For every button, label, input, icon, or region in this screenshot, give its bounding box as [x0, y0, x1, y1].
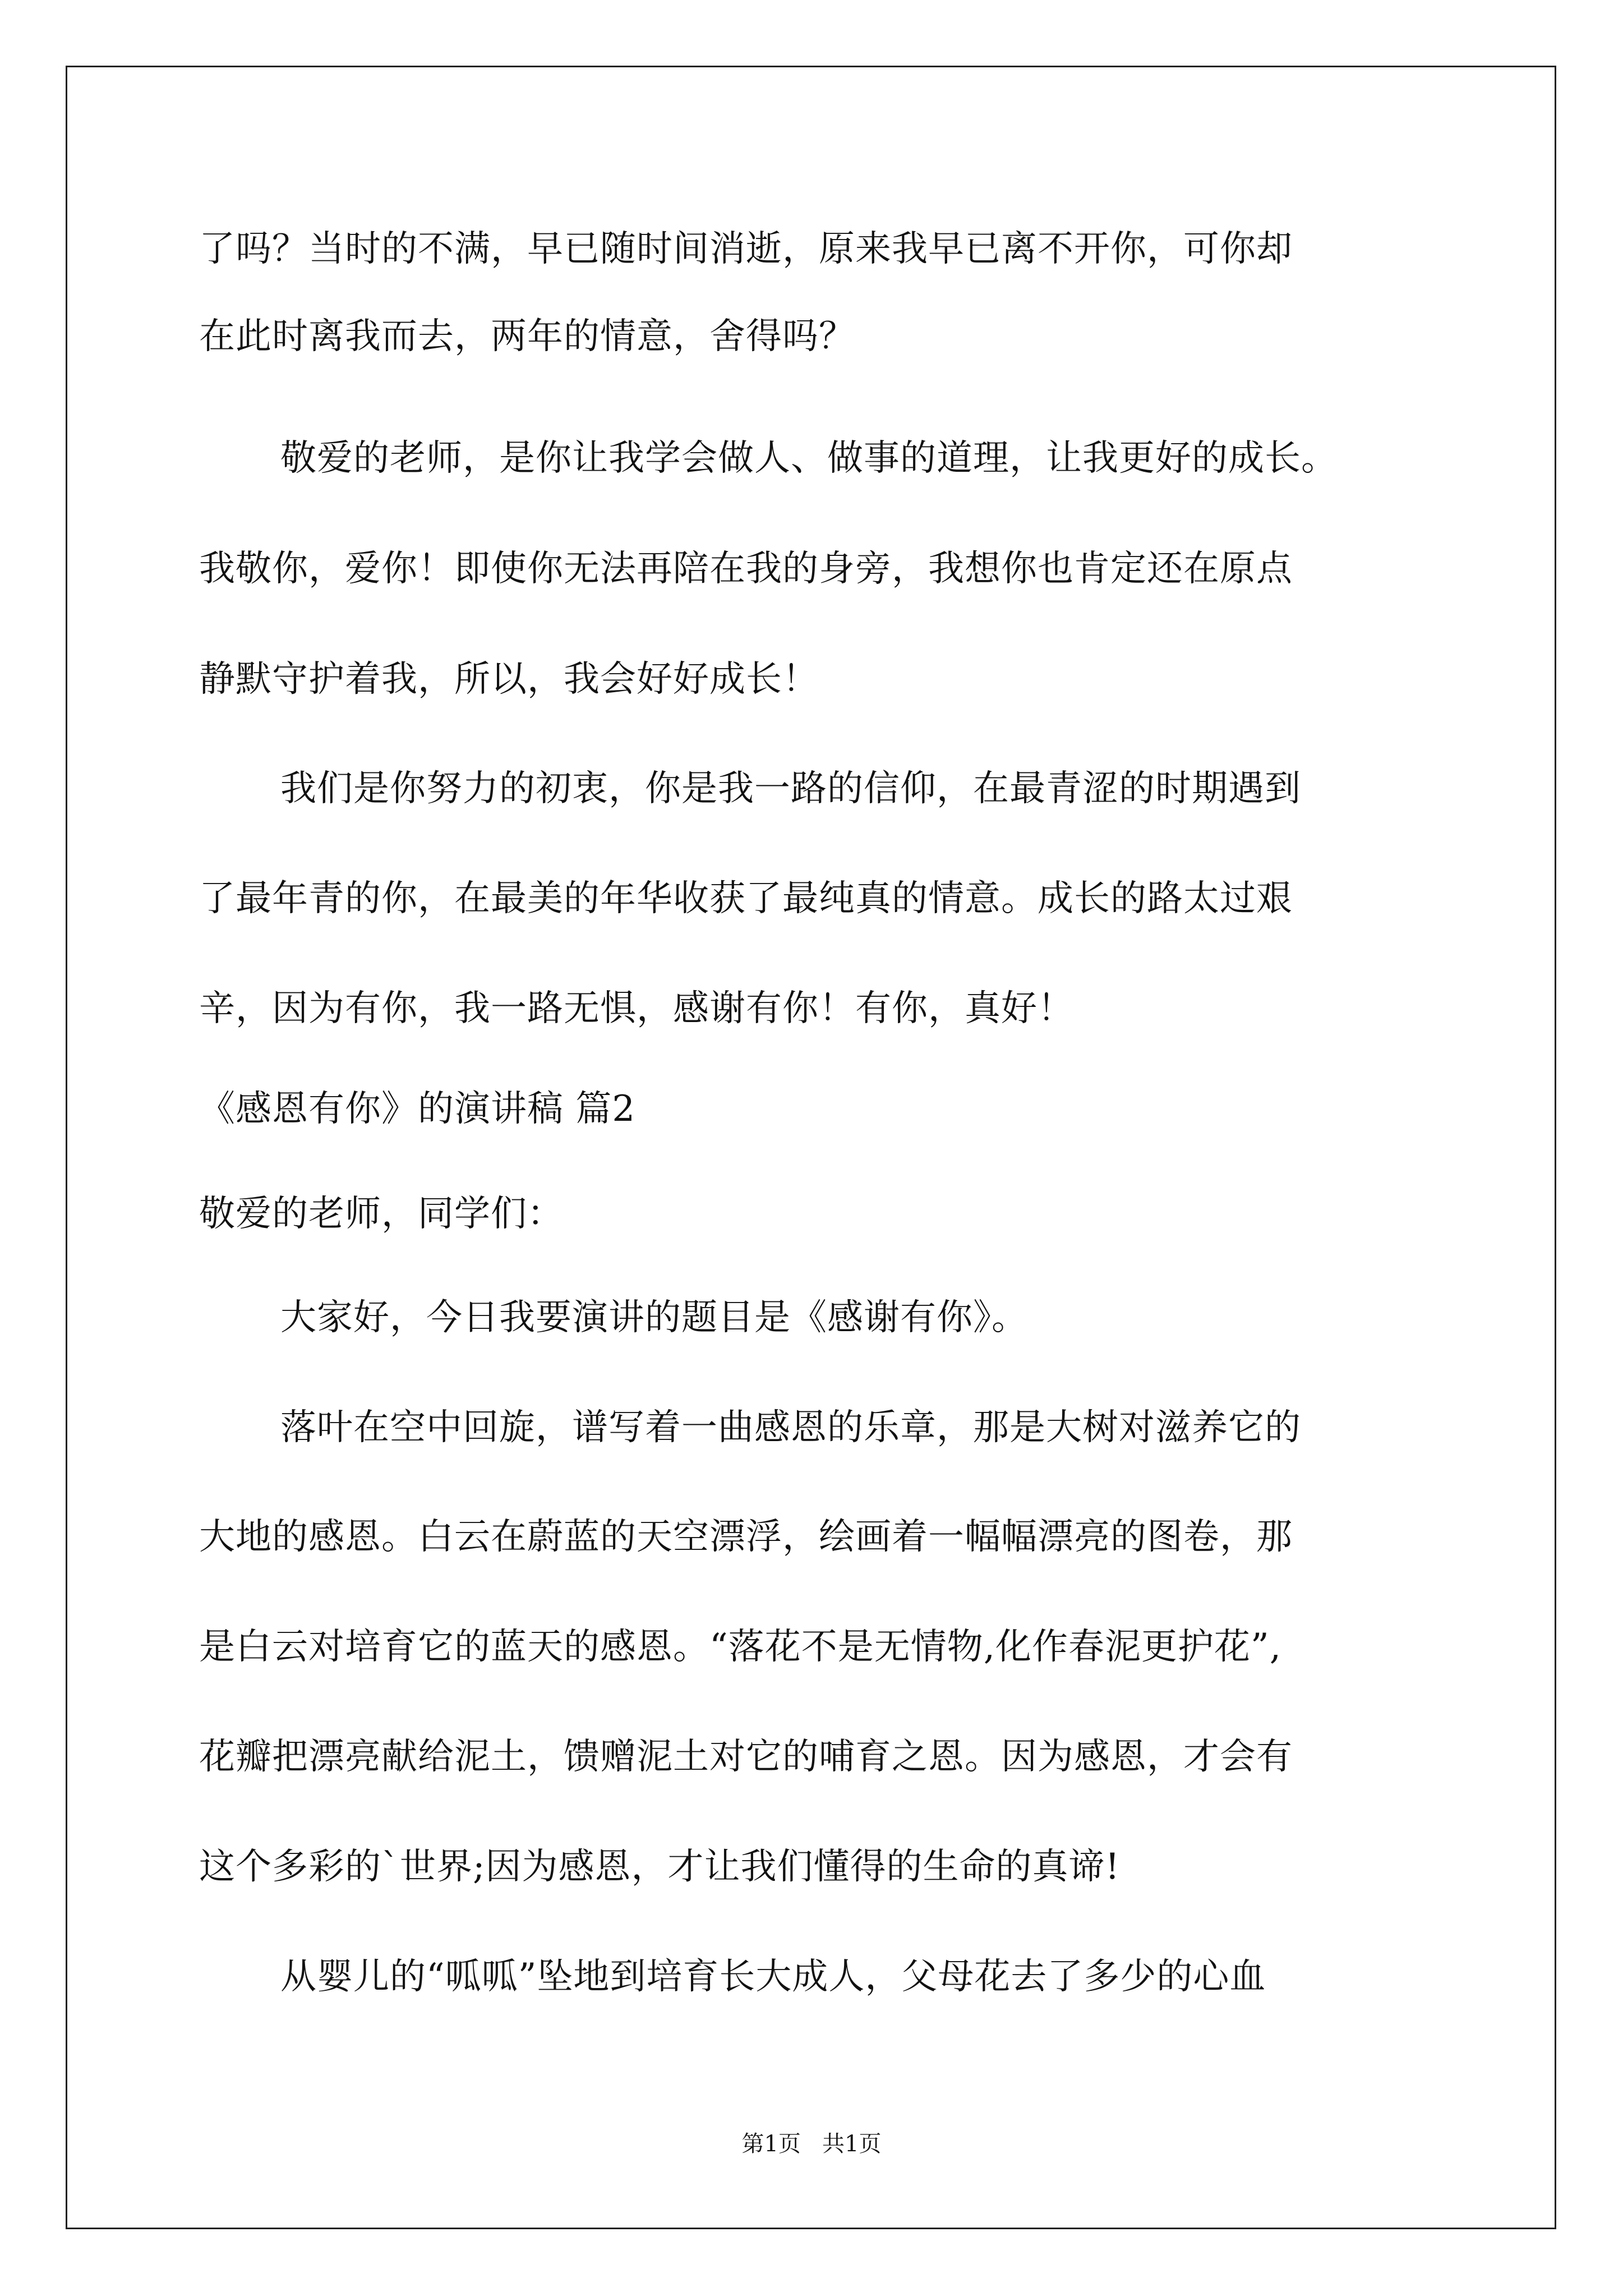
page-number: 第1页	[741, 2131, 801, 2157]
section-heading: 《感恩有你》的演讲稿 篇2	[199, 1088, 636, 1130]
text-line: 静默守护着我，所以，我会好好成长！	[199, 659, 819, 700]
text-line: 了最年青的你，在最美的年华收获了最纯真的情意。成长的路太过艰	[199, 878, 1293, 919]
text-line: 我敬你，爱你！即使你无法再陪在我的身旁，我想你也肯定还在原点	[199, 548, 1293, 590]
page-total: 共1页	[822, 2131, 882, 2157]
text-line: 辛，因为有你，我一路无惧，感谢有你！有你，真好！	[199, 988, 1074, 1029]
text-line: 是白云对培育它的蓝天的感恩。“落花不是无情物,化作春泥更护花”,	[199, 1626, 1282, 1668]
paragraph-start-line: 敬爱的老师，是你让我学会做人、做事的道理，让我更好的成长。	[280, 438, 1338, 479]
page-border	[66, 66, 1556, 2229]
paragraph-start-line: 大家好，今日我要演讲的题目是《感谢有你》。	[280, 1297, 1028, 1338]
paragraph-start-line: 我们是你努力的初衷，你是我一路的信仰，在最青涩的时期遇到	[280, 768, 1301, 809]
text-line: 这个多彩的`世界;因为感恩，才让我们懂得的生命的真谛!	[199, 1846, 1121, 1888]
paragraph-start-line: 落叶在空中回旋，谱写着一曲感恩的乐章，那是大树对滋养它的	[280, 1407, 1301, 1448]
text-line: 大地的感恩。白云在蔚蓝的天空漂浮，绘画着一幅幅漂亮的图卷，那	[199, 1516, 1293, 1558]
salutation: 敬爱的老师，同学们：	[199, 1193, 564, 1235]
text-line: 在此时离我而去，两年的情意，舍得吗？	[199, 316, 855, 357]
page-footer	[0, 2130, 1623, 2158]
paragraph-start-line: 从婴儿的“呱呱”坠地到培育长大成人，父母花去了多少的心血	[280, 1956, 1266, 1998]
text-line: 花瓣把漂亮献给泥土，馈赠泥土对它的哺育之恩。因为感恩，才会有	[199, 1736, 1293, 1778]
text-line: 了吗？当时的不满，早已随时间消逝，原来我早已离不开你，可你却	[199, 228, 1293, 270]
